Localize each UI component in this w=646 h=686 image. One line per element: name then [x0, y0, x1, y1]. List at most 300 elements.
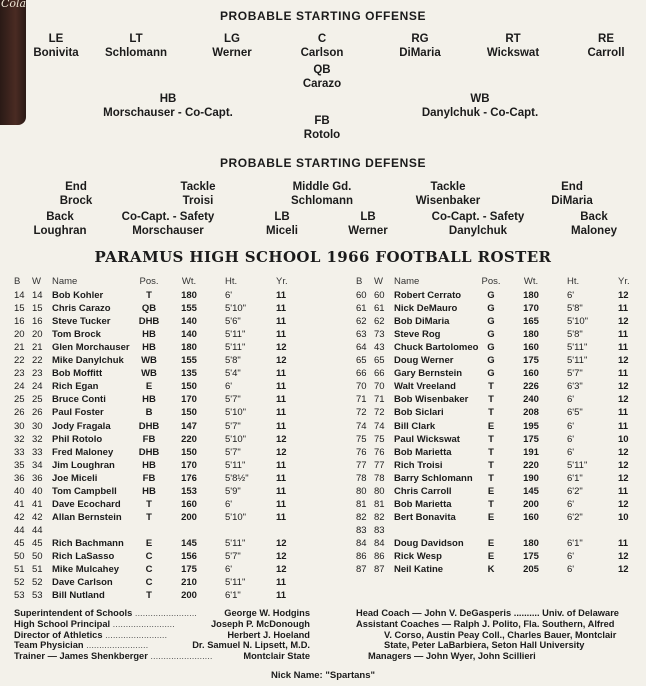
table-row	[356, 368, 646, 381]
cell-w-number: 76	[374, 446, 385, 458]
cell-b-number: 80	[356, 485, 367, 497]
offense-position-label: HB	[159, 93, 177, 105]
defense-player-name: DiMaria	[551, 195, 593, 207]
cell-position: E	[487, 537, 495, 549]
roster-header-wt: Wt.	[181, 276, 197, 287]
cell-height: 6'	[225, 290, 233, 301]
cell-position: C	[145, 577, 153, 589]
cell-height: 6'5"	[567, 407, 583, 419]
cell-b-number: 16	[14, 316, 25, 328]
cell-year: 12	[276, 551, 287, 562]
cell-b-number: 15	[14, 303, 25, 315]
cell-height: 6'2"	[567, 511, 583, 523]
table-row	[356, 538, 646, 551]
defense-player-7	[122, 210, 215, 238]
cell-b-number: 81	[356, 498, 367, 510]
defense-position-label: Co-Capt. - Safety	[431, 211, 525, 223]
cell-height: 5'6"	[225, 316, 241, 328]
offense-player-2	[105, 32, 167, 60]
staff-line: Assistant Coaches — Ralph J. Polito, Fla. Southern, Alfred	[356, 618, 615, 629]
cell-b-number: 71	[356, 394, 367, 406]
cell-height: 6'	[225, 381, 233, 393]
cell-height: 5'11"	[225, 459, 246, 471]
cell-name: Chris Carroll	[394, 485, 452, 497]
roster-header-b: B	[356, 276, 363, 287]
roster-header-yr: Yr.	[276, 276, 288, 287]
cell-position: T	[488, 381, 494, 393]
cell-weight: 208	[523, 407, 539, 419]
cell-w-number: 65	[374, 355, 385, 367]
defense-position-label: Back	[46, 211, 74, 223]
cell-weight: 195	[523, 420, 539, 432]
defense-player-name: Danylchuk	[448, 225, 508, 237]
offense-position-label: QB	[313, 64, 331, 76]
cell-b-number: 60	[356, 290, 367, 301]
cell-w-number: 53	[32, 590, 43, 602]
offense-position-label: FB	[314, 115, 330, 127]
defense-player-name: Werner	[348, 225, 388, 237]
cell-position: G	[487, 355, 495, 367]
table-row	[356, 316, 646, 329]
cell-b-number: 82	[356, 511, 367, 523]
cell-b-number: 52	[14, 577, 25, 589]
cell-year: 12	[276, 446, 287, 458]
defense-position-label: End	[65, 181, 87, 193]
defense-player-name: Brock	[59, 195, 93, 207]
cell-w-number: 74	[374, 420, 385, 432]
cell-year: 11	[276, 381, 287, 393]
cell-year: 11	[276, 420, 287, 432]
staff-dots: ........................	[132, 608, 197, 618]
offense-player-5	[399, 32, 441, 60]
staff-name: Herbert J. Hoeland	[227, 629, 310, 640]
cell-year: 12	[618, 472, 629, 484]
cell-weight: 190	[523, 472, 539, 484]
cell-b-number: 32	[14, 433, 25, 445]
table-row	[14, 564, 314, 577]
table-row	[14, 577, 314, 590]
cell-position: T	[488, 459, 494, 471]
cell-position: E	[487, 551, 495, 562]
cell-name: Robert Cerrato	[394, 290, 462, 301]
table-row	[356, 290, 646, 303]
cell-w-number: 42	[32, 511, 43, 523]
cell-w-number: 66	[374, 368, 385, 380]
table-row	[14, 421, 314, 434]
cell-position: QB	[141, 303, 157, 315]
defense-player-4	[416, 180, 480, 208]
staff-right-list	[356, 608, 646, 662]
cell-year: 11	[618, 537, 629, 549]
cell-position: WB	[141, 368, 157, 380]
cell-w-number: 60	[374, 290, 385, 301]
staff-dots: ........................	[102, 629, 168, 640]
table-row	[356, 421, 646, 434]
cell-height: 6'	[567, 433, 575, 445]
defense-position-label: Co-Capt. - Safety	[121, 211, 215, 223]
offense-player-name: Carlson	[300, 47, 344, 59]
cell-weight: 160	[523, 511, 539, 523]
cell-name: Phil Rotolo	[52, 433, 103, 445]
cell-weight: 180	[181, 342, 197, 354]
cell-w-number: 33	[32, 446, 43, 458]
cell-position: HB	[142, 459, 156, 471]
cell-w-number: 87	[374, 564, 385, 576]
cell-b-number: 22	[14, 355, 25, 367]
staff-line	[14, 619, 310, 630]
cell-height: 6'	[567, 446, 575, 458]
cell-b-number: 24	[14, 381, 25, 393]
offense-position-label: RT	[505, 33, 521, 45]
cell-b-number: 45	[14, 537, 25, 549]
cell-name: Neil Katine	[394, 564, 444, 576]
roster-header-pos: Pos.	[139, 276, 159, 287]
offense-player-name: Schlomann	[105, 47, 167, 59]
cell-height: 5'7"	[225, 394, 241, 406]
cell-weight: 153	[181, 485, 197, 497]
table-row	[356, 525, 646, 538]
cell-w-number: 51	[32, 564, 43, 576]
cell-name: Chris Carazo	[52, 303, 111, 315]
cell-w-number: 30	[32, 420, 43, 432]
cell-name: Tom Brock	[52, 329, 101, 341]
defense-player-name: Troisi	[182, 195, 214, 207]
cell-name: Mike Mulcahey	[52, 564, 120, 576]
cell-w-number: 71	[374, 394, 385, 406]
cell-height: 6'1"	[225, 590, 241, 602]
cell-b-number: 23	[14, 368, 25, 380]
cell-height: 5'9"	[225, 485, 241, 497]
table-row	[14, 590, 314, 603]
cell-position: G	[487, 316, 495, 328]
cell-w-number: 82	[374, 511, 385, 523]
cell-year: 12	[618, 446, 629, 458]
cell-height: 5'10"	[225, 433, 247, 445]
cell-position: E	[487, 485, 495, 497]
staff-line: State, Peter LaBarbiera, Seton Hall University	[384, 640, 585, 651]
cell-year: 12	[618, 498, 629, 510]
cell-weight: 200	[181, 590, 197, 602]
cell-weight: 160	[523, 368, 539, 380]
cell-year: 11	[276, 498, 287, 510]
staff-line: V. Corso, Austin Peay Coll., Charles Bauer, Montclair	[384, 629, 617, 640]
cell-name: Jody Fragala	[52, 420, 111, 432]
cell-weight: 145	[181, 537, 197, 549]
offense-player-name: Wickswat	[486, 47, 540, 59]
cell-b-number: 87	[356, 564, 367, 576]
cell-b-number: 14	[14, 290, 25, 301]
cell-weight: 240	[523, 394, 539, 406]
table-row	[14, 407, 314, 420]
cell-w-number: 83	[374, 524, 385, 536]
cell-height: 6'	[225, 564, 233, 576]
cell-weight: 135	[181, 368, 197, 380]
defense-position-label: Tackle	[180, 181, 216, 193]
cell-name: Allan Bernstein	[52, 511, 122, 523]
cell-weight: 226	[523, 381, 539, 393]
cell-w-number: 78	[374, 472, 385, 484]
cell-name: Bob Kohler	[52, 290, 104, 301]
table-row	[356, 564, 646, 577]
cell-weight: 170	[181, 394, 197, 406]
cell-position: HB	[142, 485, 156, 497]
cola-logo-text: Cola	[1, 0, 27, 10]
cell-position: T	[488, 394, 494, 406]
cell-w-number: 22	[32, 355, 43, 367]
cell-w-number: 15	[32, 303, 43, 315]
table-row	[356, 303, 646, 316]
cell-w-number: 16	[32, 316, 43, 328]
staff-line: Managers — John Wyer, John Scillieri	[368, 651, 536, 662]
cell-position: DHB	[138, 316, 160, 328]
defense-title: PROBABLE STARTING DEFENSE	[219, 156, 427, 170]
cell-height: 5'11"	[225, 329, 246, 341]
table-row	[356, 486, 646, 499]
cell-year: 12	[618, 355, 629, 367]
table-row	[356, 460, 646, 473]
cell-position: T	[488, 433, 494, 445]
defense-player-5	[551, 180, 593, 208]
cell-year: 12	[618, 316, 629, 328]
cell-height: 5'4"	[225, 368, 241, 380]
cell-b-number: 53	[14, 590, 25, 602]
cell-height: 6'2"	[567, 485, 583, 497]
table-row	[14, 342, 314, 355]
cell-year: 11	[276, 303, 287, 315]
cell-position: HB	[142, 394, 156, 406]
roster-header-ht: Ht.	[567, 276, 580, 287]
cell-weight: 140	[181, 316, 197, 328]
cell-position: HB	[142, 329, 156, 341]
cell-name: Joe Miceli	[52, 472, 98, 484]
cell-name: Chuck Bartolomeo	[394, 342, 479, 354]
defense-position-label: LB	[274, 211, 290, 223]
cell-b-number: 65	[356, 355, 367, 367]
cell-height: 5'10"	[225, 303, 247, 315]
cell-w-number: 32	[32, 433, 43, 445]
cell-w-number: 73	[374, 329, 385, 341]
cell-position: K	[487, 564, 495, 576]
cell-weight: 150	[181, 407, 197, 419]
cell-year: 11	[276, 316, 287, 328]
cell-position: T	[146, 290, 152, 301]
defense-player-6	[33, 210, 86, 238]
cell-height: 5'10"	[567, 316, 589, 328]
cell-year: 12	[276, 433, 287, 445]
cell-position: T	[146, 498, 152, 510]
defense-player-8	[266, 210, 298, 238]
cell-name: Bob Marietta	[394, 446, 452, 458]
cell-w-number: 86	[374, 551, 385, 562]
cell-b-number: 26	[14, 407, 25, 419]
cell-weight: 175	[181, 564, 197, 576]
offense-player-7	[587, 32, 624, 60]
offense-player-6	[487, 32, 539, 60]
cell-weight: 191	[523, 446, 539, 458]
cell-position: G	[487, 329, 495, 341]
cell-weight: 156	[181, 551, 197, 562]
cell-w-number: 14	[32, 290, 43, 301]
staff-role: Team Physician	[14, 640, 84, 651]
roster-header-yr: Yr.	[618, 276, 630, 287]
cell-weight: 220	[181, 433, 197, 445]
defense-player-name: Loughran	[33, 225, 87, 237]
cell-b-number: 78	[356, 472, 367, 484]
cell-year: 11	[276, 368, 287, 380]
cell-year: 12	[618, 564, 629, 576]
roster-header-name: Name	[394, 276, 420, 287]
cell-b-number: 62	[356, 316, 367, 328]
roster-title: PARAMUS HIGH SCHOOL 1966 FOOTBALL ROSTER	[94, 248, 552, 266]
cell-weight: 160	[523, 342, 539, 354]
offense-player-name: Carroll	[587, 47, 625, 59]
cell-position: T	[488, 472, 494, 484]
cell-weight: 165	[523, 316, 539, 328]
table-row	[14, 316, 314, 329]
table-row	[14, 551, 314, 564]
table-row	[14, 394, 314, 407]
cell-year: 11	[276, 590, 287, 602]
cell-year: 11	[276, 472, 287, 484]
table-row	[14, 368, 314, 381]
cell-year: 11	[618, 485, 629, 497]
offense-title: PROBABLE STARTING OFFENSE	[219, 9, 427, 23]
cell-weight: 176	[181, 472, 197, 484]
defense-player-10	[432, 210, 525, 238]
cell-w-number: 23	[32, 368, 43, 380]
cell-weight: 175	[523, 551, 539, 562]
cell-b-number: 51	[14, 564, 25, 576]
cell-year: 11	[276, 394, 287, 406]
cell-weight: 140	[181, 329, 197, 341]
table-row	[14, 303, 314, 316]
offense-player-name: Carazo	[302, 78, 342, 90]
cell-name: Walt Vreeland	[394, 381, 456, 393]
cell-year: 10	[618, 511, 629, 523]
cell-b-number: 84	[356, 537, 367, 549]
cell-w-number: 34	[32, 459, 43, 471]
cell-weight: 180	[523, 537, 539, 549]
cell-position: G	[487, 368, 495, 380]
cell-weight: 220	[523, 459, 539, 471]
cell-position: G	[487, 342, 495, 354]
cell-name: Bruce Conti	[52, 394, 106, 406]
cell-year: 12	[618, 551, 629, 562]
cell-w-number: 62	[374, 316, 385, 328]
cell-w-number: 70	[374, 381, 385, 393]
staff-role: High School Principal	[14, 618, 111, 629]
cell-weight: 180	[181, 290, 197, 301]
cell-height: 6'	[567, 290, 575, 301]
defense-position-label: LB	[360, 211, 376, 223]
cell-name: Nick DeMauro	[394, 303, 458, 315]
roster-header-b: B	[14, 276, 21, 287]
defense-player-9	[348, 210, 387, 238]
cell-w-number: 44	[32, 524, 43, 536]
cell-position: T	[488, 446, 494, 458]
cell-weight: 150	[181, 446, 197, 458]
offense-position-label: LT	[129, 33, 143, 45]
cell-year: 12	[276, 342, 287, 354]
cell-w-number: 20	[32, 329, 43, 341]
cell-w-number: 41	[32, 498, 43, 510]
cell-year: 11	[618, 342, 629, 354]
cell-name: Mike Danylchuk	[52, 355, 124, 367]
cell-name: Bert Bonavita	[394, 511, 456, 523]
cell-w-number: 21	[32, 342, 43, 354]
cell-height: 5'8"	[225, 355, 241, 367]
cell-position: G	[487, 303, 495, 315]
defense-position-label: Back	[580, 211, 608, 223]
table-row	[14, 447, 314, 460]
table-row	[356, 473, 646, 486]
offense-position-label: RG	[411, 33, 429, 45]
staff-line	[14, 651, 310, 662]
cell-weight: 200	[181, 511, 197, 523]
cell-height: 5'11"	[567, 355, 588, 367]
cell-height: 6'1"	[567, 472, 583, 484]
cell-b-number: 66	[356, 368, 367, 380]
cell-weight: 170	[523, 303, 539, 315]
cell-b-number: 83	[356, 524, 367, 536]
table-row	[14, 512, 314, 525]
cell-name: Rich LaSasso	[52, 551, 115, 562]
offense-player-name: Bonivita	[33, 47, 79, 59]
table-row	[14, 434, 314, 447]
cell-b-number: 21	[14, 342, 25, 354]
cell-b-number: 20	[14, 329, 25, 341]
table-row	[356, 407, 646, 420]
cell-height: 5'11"	[225, 577, 246, 589]
cell-year: 11	[618, 329, 629, 341]
cell-height: 6'	[567, 498, 575, 510]
cell-name: Bob Marietta	[394, 498, 452, 510]
table-row	[356, 329, 646, 342]
table-row	[14, 460, 314, 473]
staff-line	[14, 640, 310, 651]
cell-b-number: 70	[356, 381, 367, 393]
cell-position: DHB	[138, 420, 160, 432]
defense-player-3	[291, 180, 353, 208]
defense-player-1	[60, 180, 93, 208]
cell-position: T	[146, 590, 152, 602]
cell-name: Bob Moffitt	[52, 368, 103, 380]
cell-year: 11	[276, 329, 287, 341]
cell-height: 5'10"	[225, 511, 247, 523]
cell-position: B	[145, 407, 153, 419]
cell-name: Doug Davidson	[394, 537, 464, 549]
staff-name: George W. Hodgins	[224, 608, 310, 618]
cell-weight: 160	[181, 498, 197, 510]
table-row	[14, 329, 314, 342]
cell-b-number: 35	[14, 459, 25, 471]
cell-name: Bill Clark	[394, 420, 436, 432]
cell-height: 6'3"	[567, 381, 583, 393]
defense-player-name: Schlomann	[291, 195, 353, 207]
cell-height: 6'	[567, 551, 575, 562]
cell-w-number: 72	[374, 407, 385, 419]
table-row	[14, 486, 314, 499]
cell-b-number: 77	[356, 459, 367, 471]
staff-role: Trainer — James Shenkberger	[14, 651, 148, 662]
cell-name: Paul Foster	[52, 407, 104, 419]
defense-player-name: Miceli	[266, 225, 298, 237]
cell-name: Paul Wickswat	[394, 433, 460, 445]
roster-header-pos: Pos.	[481, 276, 501, 287]
cell-weight: 150	[181, 381, 197, 393]
cell-year: 12	[618, 381, 629, 393]
cell-year: 12	[618, 459, 629, 471]
